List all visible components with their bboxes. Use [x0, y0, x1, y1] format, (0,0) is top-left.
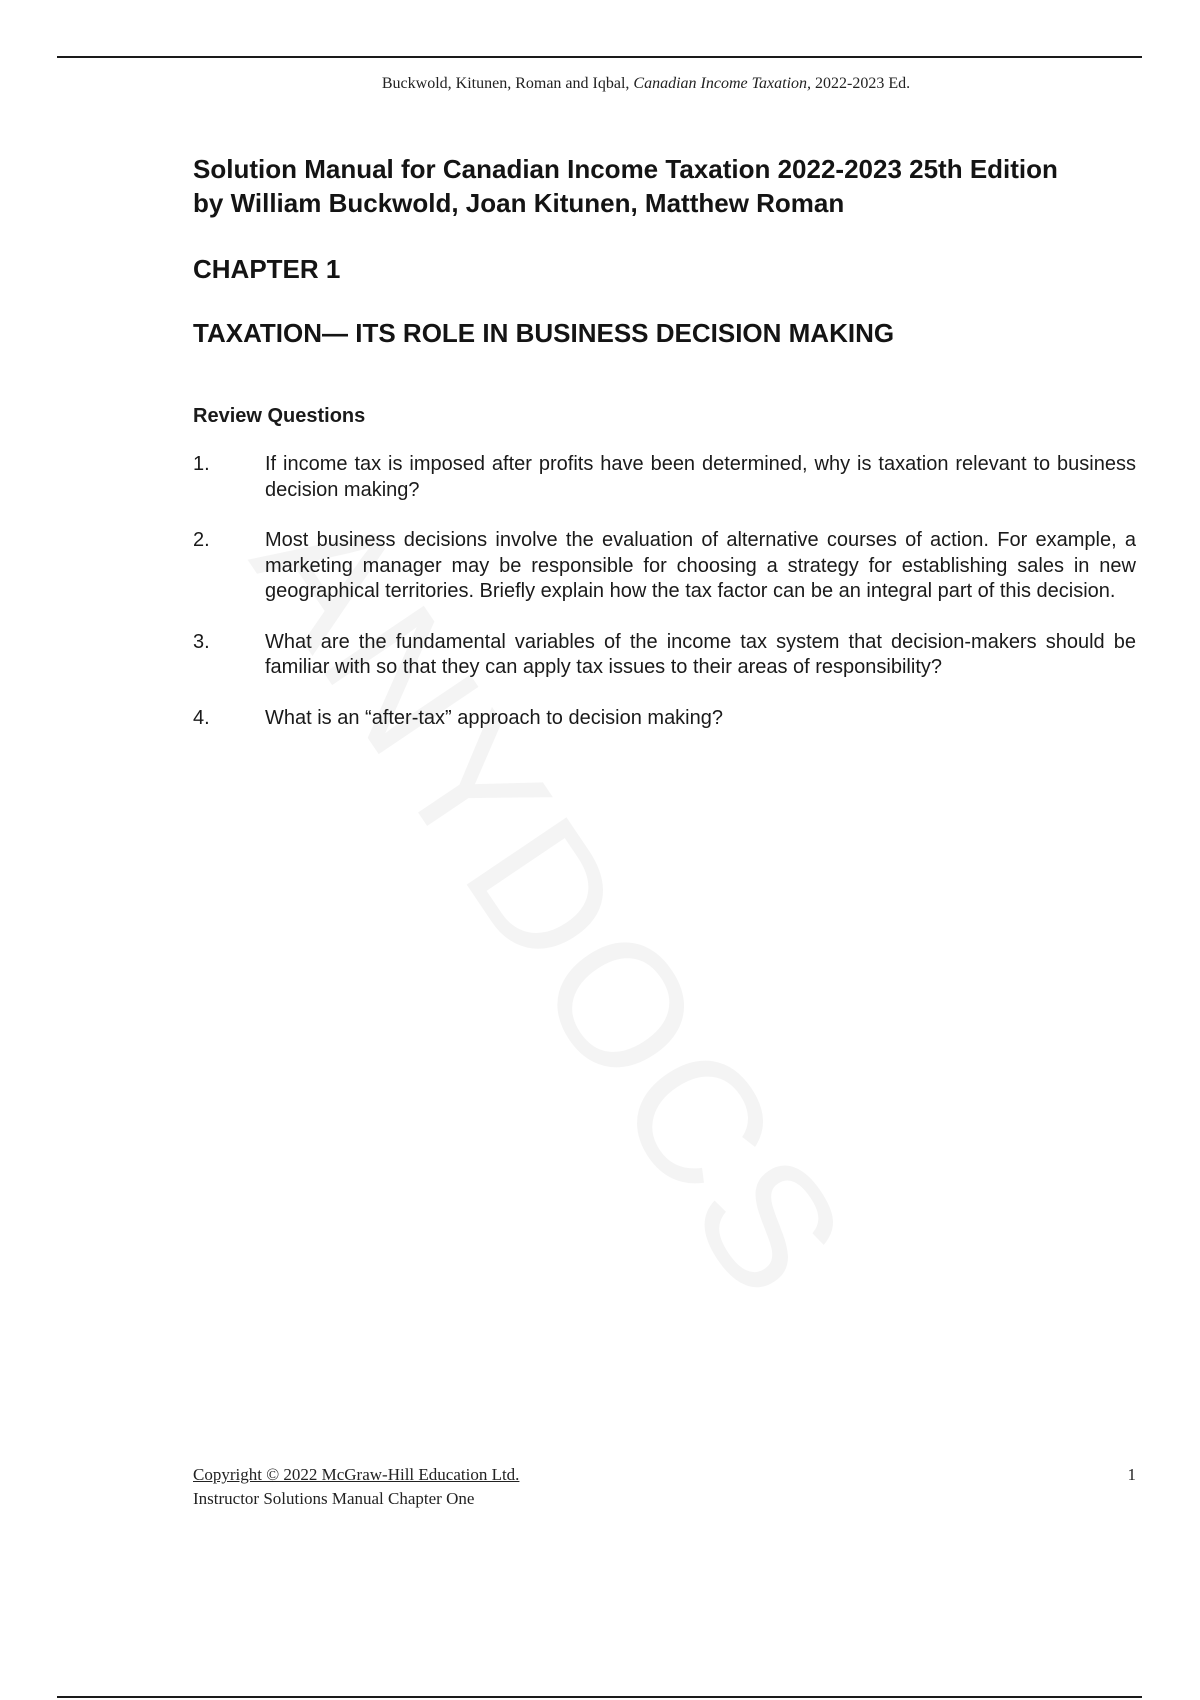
bottom-rule — [57, 1696, 1142, 1698]
question-item — [193, 452, 1136, 503]
running-header-edition: 2022-2023 Ed. — [815, 75, 911, 92]
question-number: 1. — [193, 453, 210, 475]
document-title — [193, 152, 1136, 220]
running-header — [0, 75, 1200, 93]
manual-chapter-line: Instructor Solutions Manual Chapter One — [193, 1489, 475, 1508]
section-heading: Review Questions — [193, 405, 366, 427]
question-item — [193, 630, 1136, 681]
question-text: What is an “after-tax” approach to decision making? — [265, 706, 723, 729]
question-number: 4. — [193, 706, 210, 729]
page-number: 1 — [1127, 1465, 1136, 1484]
document-title-line-2: by William Buckwold, Joan Kitunen, Matthew Roman — [193, 188, 845, 218]
chapter-label: CHAPTER 1 — [193, 254, 341, 284]
question-text: Most business decisions involve the evaluation of alternative courses of action. For example, a marketing manager may be responsible for choosing a strategy for establishing sales in new geographical territories. Briefly explain how the tax factor can be an integral part of this decision. — [265, 529, 1136, 602]
top-rule — [57, 56, 1142, 58]
document-title-line-1: Solution Manual for Canadian Income Taxation 2022-2023 25th Edition — [193, 154, 1058, 184]
question-item — [193, 528, 1136, 605]
running-header-authors: Buckwold, Kitunen, Roman and Iqbal, — [381, 75, 630, 92]
question-number: 3. — [193, 630, 210, 653]
page-content — [193, 152, 1136, 756]
question-text: If income tax is imposed after profits have been determined, why is taxation relevant to business decision making? — [265, 453, 1136, 501]
review-questions-list — [193, 452, 1136, 731]
chapter-title: TAXATION— ITS ROLE IN BUSINESS DECISION MAKING — [193, 318, 895, 348]
page-footer — [193, 1463, 1136, 1511]
question-number: 2. — [193, 529, 210, 551]
copyright-notice: Copyright © 2022 McGraw-Hill Education Ltd. — [193, 1465, 520, 1484]
running-header-book-title: Canadian Income Taxation, — [633, 75, 812, 92]
question-item — [193, 706, 1136, 732]
question-text: What are the fundamental variables of the income tax system that decision-makers should be familiar with so that they can apply tax issues to their areas of responsibility? — [265, 630, 1136, 678]
